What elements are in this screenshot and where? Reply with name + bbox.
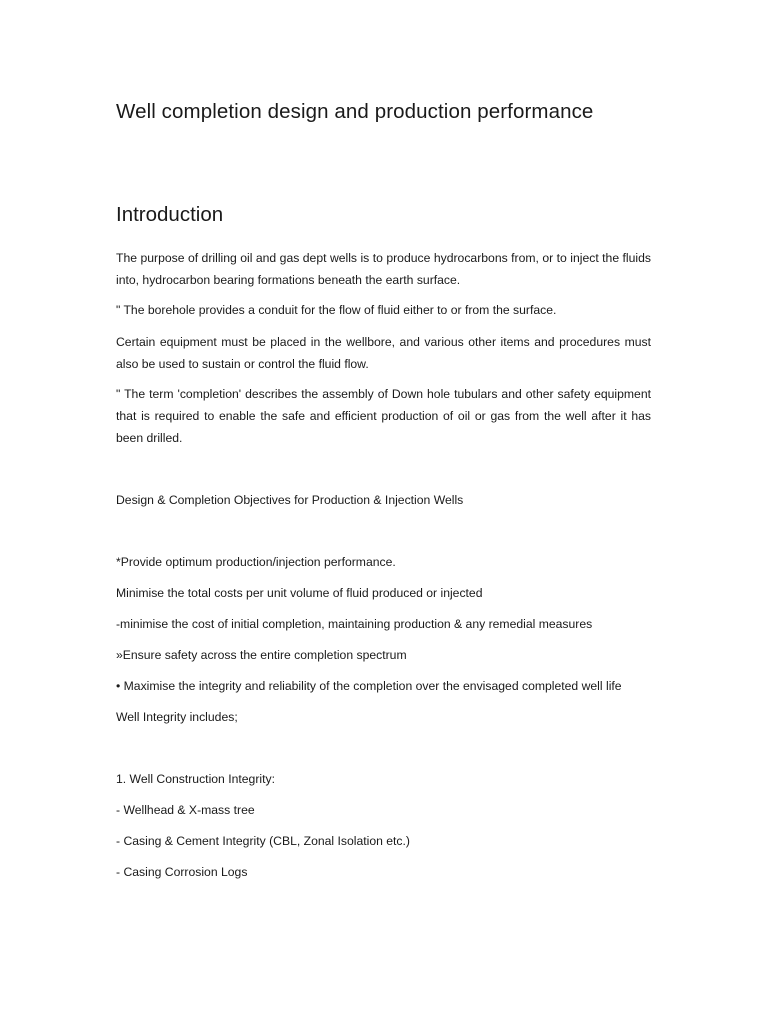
- integrity-item: - Casing Corrosion Logs: [116, 865, 248, 879]
- integrity-item: - Casing & Cement Integrity (CBL, Zonal Isolation etc.): [116, 834, 410, 848]
- objective-item: -minimise the cost of initial completion, maintaining production & any remedial measures: [116, 617, 593, 631]
- intro-paragraph: " The borehole provides a conduit for the flow of fluid either to or from the surface.: [116, 303, 557, 317]
- intro-paragraph: " The term 'completion' describes the assembly of Down hole tubulars and other safety equipment that is required to enable the safe and efficient production of oil or gas from the well after it has been drilled.: [116, 387, 651, 445]
- integrity-item: - Wellhead & X-mass tree: [116, 803, 255, 817]
- intro-paragraph: Certain equipment must be placed in the wellbore, and various other items and procedures must also be used to sustain or control the fluid flow.: [116, 335, 651, 371]
- integrity-heading: 1. Well Construction Integrity:: [116, 772, 275, 786]
- document-title: Well completion design and production performance: [116, 100, 594, 123]
- objective-item: • Maximise the integrity and reliability of the completion over the envisaged completed well life: [116, 679, 622, 693]
- objective-item: *Provide optimum production/injection performance.: [116, 555, 396, 569]
- intro-paragraph: The purpose of drilling oil and gas dept wells is to produce hydrocarbons from, or to inject the fluids into, hydrocarbon bearing formations beneath the earth surface.: [116, 251, 651, 287]
- introduction-heading: Introduction: [116, 203, 224, 226]
- well-integrity-intro: Well Integrity includes;: [116, 710, 238, 724]
- objectives-heading: Design & Completion Objectives for Production & Injection Wells: [116, 493, 464, 507]
- objective-item: Minimise the total costs per unit volume of fluid produced or injected: [116, 586, 483, 600]
- objective-item: »Ensure safety across the entire completion spectrum: [116, 648, 407, 662]
